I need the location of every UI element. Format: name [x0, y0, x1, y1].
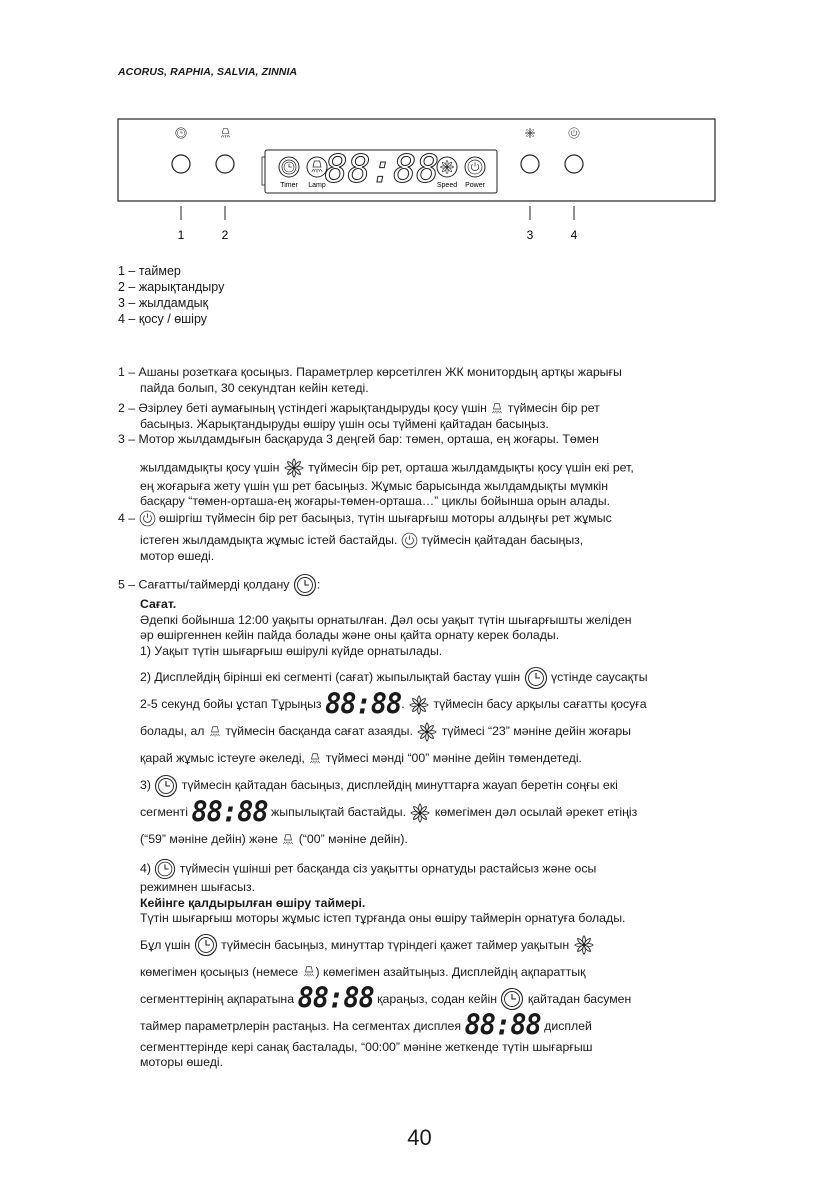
segment-display-icon: 88:88	[191, 795, 268, 829]
clock-line: Әдепкі бойынша 12:00 уақыты орнатылған. Дәл осы уақыт түтін шығарғышты желіден	[140, 612, 632, 627]
timer-label: Timer	[280, 182, 298, 189]
clock-icon	[524, 666, 548, 690]
power-icon	[401, 532, 418, 549]
timer-line: Түтін шығарғыш моторы жұмыс істеп тұрғанда оны өшіру таймерін орнатуға болады.	[140, 911, 626, 925]
display-timer-icon	[282, 160, 296, 174]
segment-display-icon: 88:88	[324, 687, 402, 721]
step-4-line: 4 – өшіргіш түймесін бір рет басыңыз, түтін шығарғыш моторы алдыңғы рет жұмыс	[118, 510, 718, 527]
step-3-line: 3 – Мотор жылдамдығын басқаруда 3 деңгей бар: төмен, орташа, ең жоғары. Төмен	[118, 432, 599, 446]
power-icon	[569, 128, 580, 139]
lamp-icon	[308, 752, 322, 766]
fan-icon	[409, 802, 431, 824]
legend-item: 4 – қосу / өшіру	[118, 312, 208, 326]
step-3-line: басқару “төмен-орташа-ең жоғары-төмен-орташа…” циклы бойынша орын алады.	[140, 494, 610, 508]
clock-line: режимнен шығасыз.	[140, 880, 255, 894]
power-label: Power	[465, 182, 485, 189]
fan-icon	[416, 721, 438, 743]
lamp-button[interactable]	[216, 155, 234, 173]
lamp-label: Lamp	[308, 182, 326, 189]
step-1-line: пайда болып, 30 секундтан кейін кетеді.	[140, 380, 369, 395]
timer-line: сегменттерінің ақпаратына 88:88 қараңыз, содан кейін қайтадан басумен	[140, 982, 632, 1015]
clock-line: сегменті 88:88 жыпылықтай бастайды. көмегімен дәл осылай әрекет етіңіз	[140, 795, 638, 829]
clock-line: 4) түймесін үшінші рет басқанда сіз уақытты орнатуды растайсыз және осы	[118, 858, 718, 880]
timer-line: таймер параметрлерін растаңыз. На сегментах дисплея 88:88 дисплей	[140, 1009, 592, 1042]
step-4-line: мотор өшеді.	[140, 548, 215, 563]
fan-icon	[573, 934, 595, 956]
clock-line: 3) түймесін қайтадан басыңыз, дисплейдің минуттарға жауап беретін соңғы екі	[118, 772, 718, 799]
lamp-icon	[221, 129, 230, 138]
callout-2: 2	[221, 228, 229, 242]
timer-icon	[176, 128, 187, 139]
clock-line: қарай жұмыс істеуге әкеледі, түймесі мәнді “00” мәніне дейін төмендетеді.	[140, 751, 582, 765]
step-4-line: істеген жылдамдықта жұмыс істей бастайды. түймесін қайтадан басыңыз,	[118, 532, 718, 549]
clock-line: 2) Дисплейдің бірінші екі сегменті (сағат) жыпылықтай бастау үшін үстінде саусақты	[118, 664, 718, 691]
clock-icon	[194, 933, 218, 957]
lamp-icon	[490, 402, 504, 416]
instructions-body	[118, 365, 718, 1071]
clock-icon	[154, 858, 176, 880]
lamp-icon	[208, 725, 222, 739]
clock-icon	[293, 573, 317, 597]
clock-section-title: Сағат.	[140, 597, 177, 611]
document-header-title: ACORUS, RAPHIA, SALVIA, ZINNIA	[118, 66, 298, 78]
power-button[interactable]	[565, 155, 583, 173]
speed-label: Speed	[436, 182, 458, 189]
timer-button[interactable]	[172, 155, 190, 173]
clock-line: 1) Уақыт түтін шығарғыш өшірулі күйде орнатылады.	[140, 643, 443, 658]
panel-segment-display: 88:88	[324, 147, 440, 191]
legend-list	[118, 263, 224, 327]
timer-line: сегменттерінде кері санақ басталады, “00:00” мәніне жеткенде түтін шығарғыш	[140, 1039, 593, 1054]
display-speed-icon	[440, 160, 453, 173]
timer-line: моторы өшеді.	[140, 1055, 224, 1069]
power-icon	[139, 510, 156, 527]
step-2-line: 2 – Әзірлеу беті аумағының үстіндегі жарықтандыруды қосу үшін түймесін бір рет	[118, 401, 600, 415]
step-3-line: ең жоғарыға жету үшін үш рет басыңыз. Жұмыс барысында жылдамдықты мүмкін	[140, 478, 609, 493]
step-1-line: 1 – Ашаны розеткаға қосыңыз. Параметрлер көрсетілген ЖК монитордың артқы жарығы	[118, 365, 622, 379]
timer-section-title: Кейінге қалдырылған өшіру таймері.	[140, 895, 366, 910]
callout-1: 1	[177, 228, 185, 242]
timer-line: Бұл үшін түймесін басыңыз, минуттар түріндегі қажет таймер уақытын	[118, 932, 718, 959]
legend-item: 2 – жарықтандыру	[118, 280, 225, 294]
lamp-icon	[302, 965, 316, 979]
legend-item: 1 – таймер	[118, 264, 181, 278]
clock-line: (“59” мәніне дейін) және (“00” мәніне дейін).	[140, 832, 408, 846]
segment-display-icon: 88:88	[297, 982, 374, 1015]
lamp-icon	[281, 833, 295, 847]
fan-icon	[408, 694, 430, 716]
display-power-icon	[468, 160, 482, 174]
control-panel-diagram	[0, 0, 839, 250]
step-5-line: 5 – Сағатты/таймерді қолдану :	[118, 573, 718, 597]
step-3-line: жылдамдықты қосу үшін түймесін бір рет, орташа жылдамдықты қосу үшін екі рет,	[118, 457, 718, 479]
callout-4: 4	[570, 228, 578, 242]
fan-icon	[283, 457, 305, 479]
clock-icon	[154, 774, 178, 798]
speed-icon	[525, 128, 535, 138]
clock-line: әр өшіргеннен кейін пайда болады және оны қайта орнату керек болады.	[140, 628, 560, 642]
page-number: 40	[407, 1125, 432, 1150]
timer-line: көмегімен қосыңыз (немесе ) көмегімен азайтыңыз. Дисплейдің ақпараттық	[140, 964, 586, 979]
step-2-line: басыңыз. Жарықтандыруды өшіру үшін осы түймені қайтадан басыңыз.	[140, 416, 549, 431]
clock-line: болады, ал түймесін басқанда сағат азаяды. түймесі “23” мәніне дейін жоғары	[118, 718, 718, 745]
legend-item: 3 – жылдамдық	[118, 296, 209, 310]
clock-line: 2-5 секунд бойы ұстап Тұрыңыз 88:88. түймесін басу арқылы сағатты қосуға	[140, 687, 647, 721]
display-lamp-icon	[312, 161, 323, 172]
clock-icon	[500, 987, 524, 1011]
segment-display-icon: 88:88	[464, 1009, 541, 1042]
callout-3: 3	[526, 228, 534, 242]
speed-button[interactable]	[521, 155, 539, 173]
